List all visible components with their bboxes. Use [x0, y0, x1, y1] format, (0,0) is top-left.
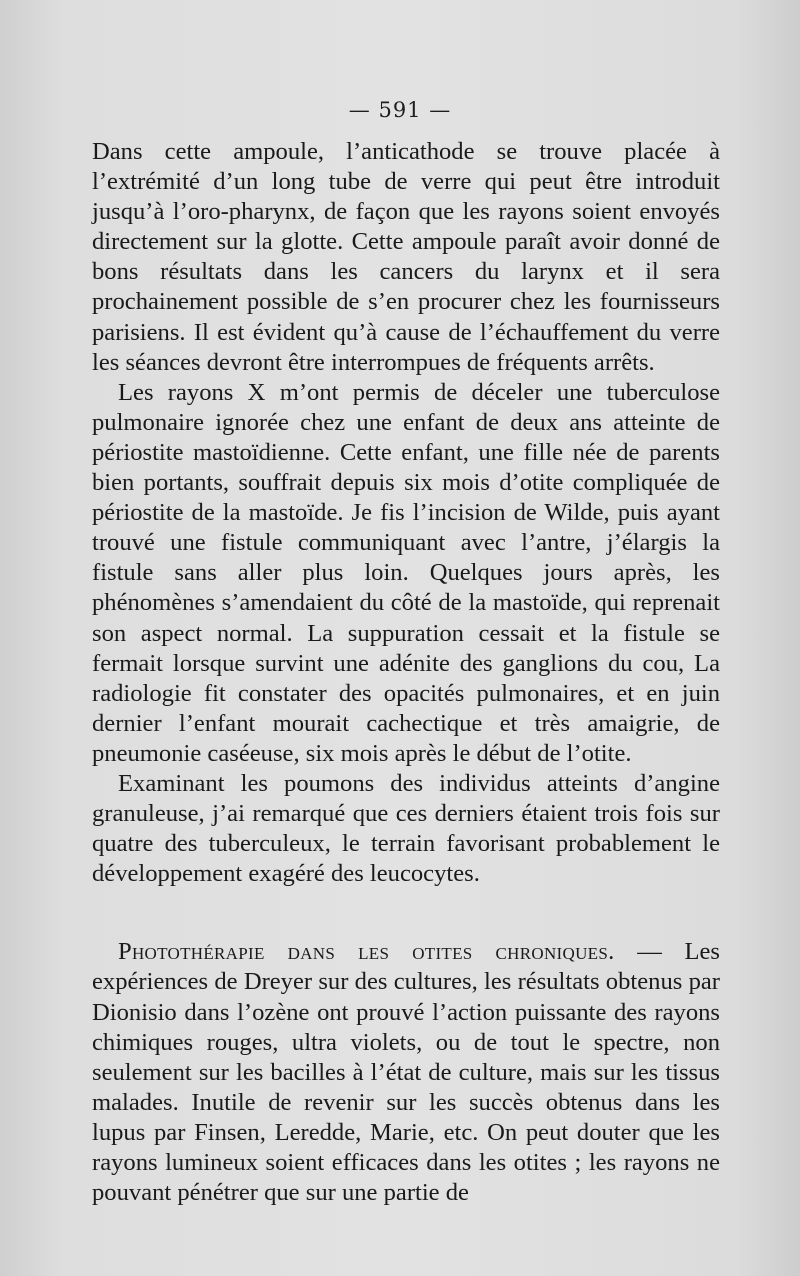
- section-spacer: [92, 889, 720, 937]
- paragraph-rayons-x: Les rayons X m’ont permis de déceler une tuberculose pulmonaire ignorée chez une enfant de deux ans atteinte de périostite mastoïdienne. Cette enfant, une fille née de parents bien portants, souffrait depuis six mois d’otite compliquée de périostite de la mastoïde. Je fis l’incision de Wilde, puis ayant trouvé une fistule communiquant avec l’antre, j’élargis la fistule sans aller plus loin. Quelques jours après, les phénomènes s’amendaient du côté de la mastoïde, qui reprenait son aspect normal. La suppuration cessait et la fistule se fermait lorsque survint une adénite des ganglions du cou, La radiologie fit constater des opacités pulmonaires, et en juin dernier l’enfant mourait cachectique et très amaigrie, de pneumonie caséeuse, six mois après le début de l’otite.: [92, 378, 720, 767]
- section-body: — Les expériences de Dreyer sur des cultures, les résultats obtenus par Dionisio dans l’ozène ont prouvé l’action puissante des rayons chimiques rouges, ultra violets, ou de tout le spectre, non seulement sur les bacilles à l’état de culture, mais sur les tissus malades. Inutile de revenir sur les succès obtenus dans les lupus par Finsen, Leredde, Marie, etc. On peut douter que les rayons lumineux soient efficaces dans les otites ; les rayons ne pouvant pénétrer que sur une partie de: [92, 938, 720, 1207]
- section-title: Photothérapie dans les otites chroniques.: [118, 938, 615, 966]
- section-phototherapie: [92, 937, 720, 1208]
- body-text: [92, 137, 720, 1208]
- paragraph-angine: Examinant les poumons des individus atteints d’angine granuleuse, j’ai remarqué que ces derniers étaient trois fois sur quatre des tuberculeux, le terrain favorisant probablement le développement exagéré des leucocytes.: [92, 769, 720, 888]
- paragraph-ampoule: Dans cette ampoule, l’anticathode se trouve placée à l’extrémité d’un long tube de verre qui peut être introduit jusqu’à l’oro-pharynx, de façon que les rayons soient envoyés directement sur la glotte. Cette ampoule paraît avoir donné de bons résultats dans les cancers du larynx et il sera prochainement possible de s’en procurer chez les fournisseurs parisiens. Il est évident qu’à cause de l’échauffement du verre les séances devront être interrompues de fréquents arrêts.: [92, 138, 720, 376]
- page-number: — 591 —: [348, 98, 452, 122]
